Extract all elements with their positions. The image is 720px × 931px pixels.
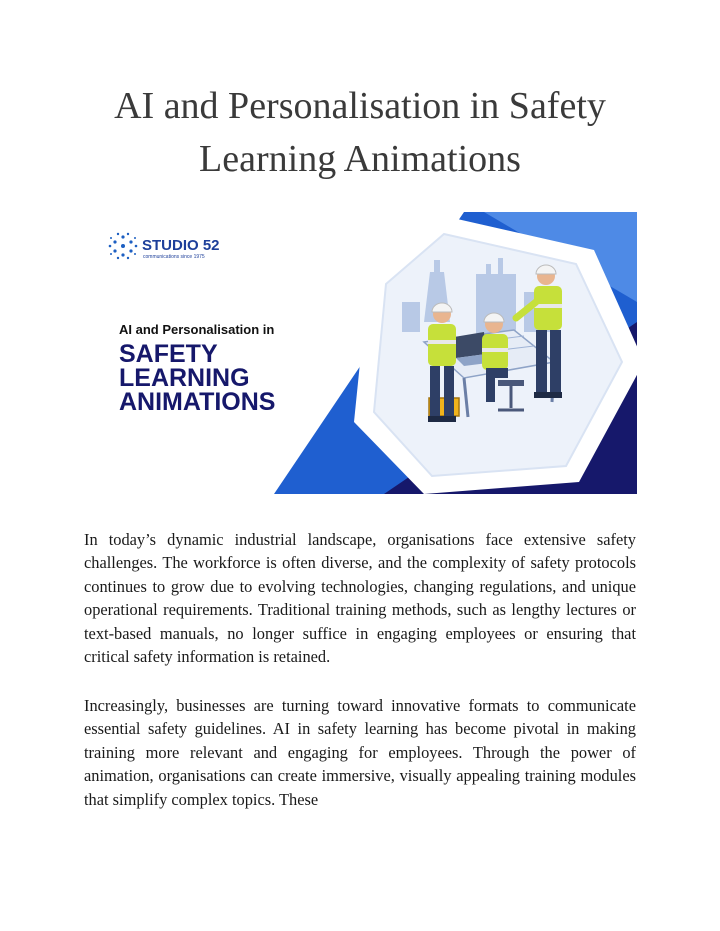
brand-name: STUDIO 52: [142, 237, 220, 254]
title-line-1: AI and Personalisation in Safety: [114, 85, 606, 127]
body-paragraph: In today’s dynamic industrial landscape, organisations face extensive safety challenges. The workforce is often diverse, and the complexity of safety protocols continues to grow due to evolving technologies, changing regulations, and unique operational requirements. Traditional training methods, such as lengthy lectures or text-based manuals, no longer suffice in engaging employees or ensuring that critical safety information is retained.: [84, 530, 636, 667]
document-title: [0, 80, 720, 186]
banner-headline-line-2: LEARNING: [119, 364, 250, 392]
banner-headline-line-3: ANIMATIONS: [119, 388, 276, 416]
brand-tagline: communications since 1975: [143, 254, 205, 260]
title-line-2: Learning Animations: [199, 138, 521, 180]
banner-image: [84, 212, 637, 494]
banner-headline-line-1: SAFETY: [119, 340, 218, 368]
banner-subtitle: AI and Personalisation in: [119, 322, 275, 337]
body-paragraph: Increasingly, businesses are turning toward innovative formats to communicate essential safety guidelines. AI in safety learning has become pivotal in making training more relevant and engaging for employees. Through the power of animation, organisations can create immersive, visually appealing training modules that simplify complex topics. These: [84, 696, 636, 809]
